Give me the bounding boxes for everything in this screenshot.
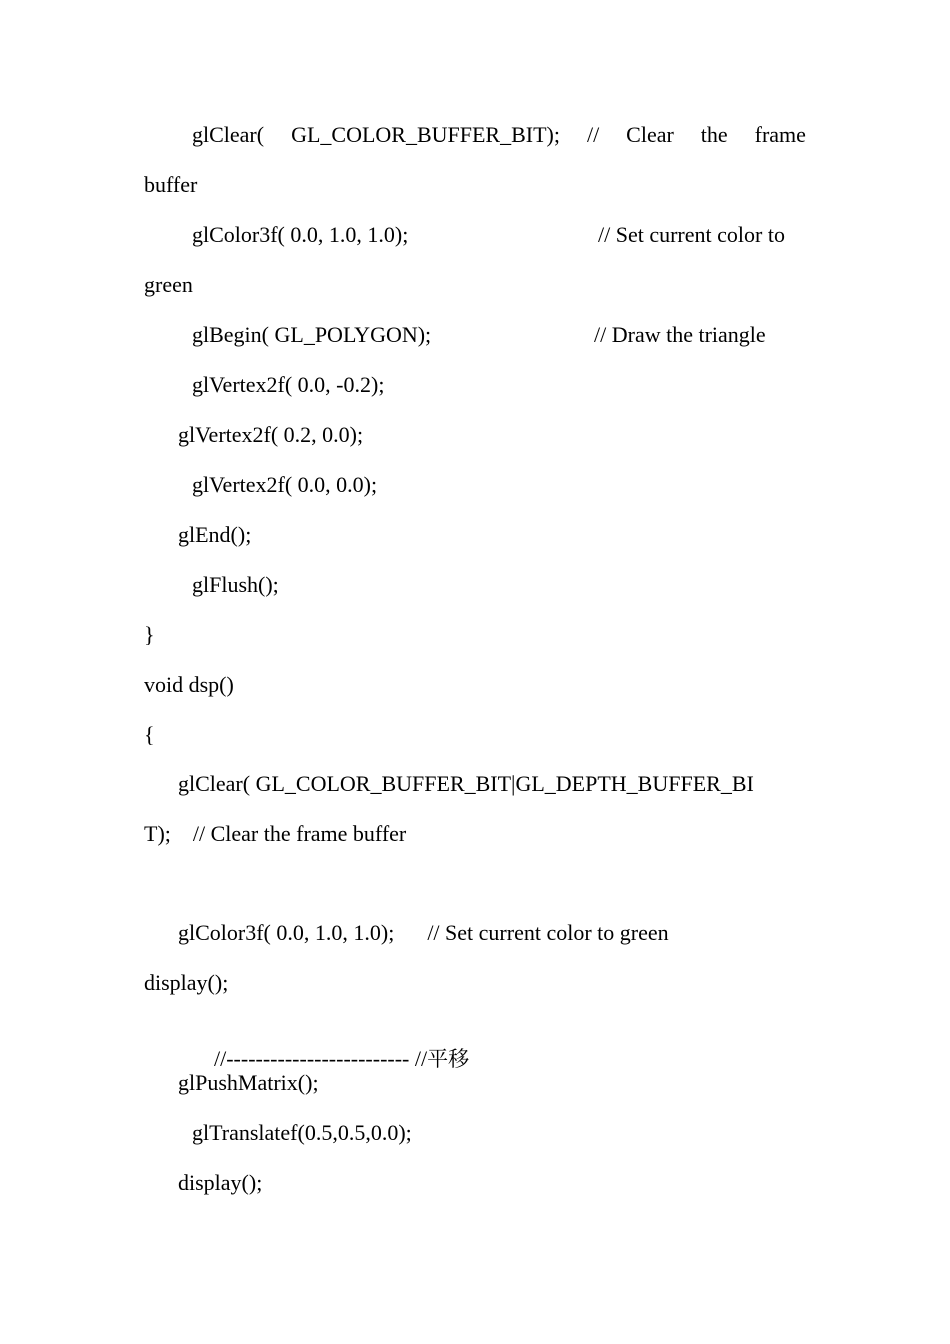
comment-token: Clear — [626, 122, 674, 147]
code-line-pushmatrix: glPushMatrix(); — [178, 1070, 319, 1095]
code-line-glclear: glClear( GL_COLOR_BUFFER_BIT|GL_DEPTH_BUFFER_BI — [178, 771, 754, 796]
code-line-glcolor: glColor3f( 0.0, 1.0, 1.0); // Set current color to green — [178, 920, 669, 945]
comment-token: // — [586, 122, 600, 147]
code-line-brace: } — [144, 622, 155, 647]
code-line-wrap: green — [144, 272, 193, 297]
code-line-function: void dsp() — [144, 672, 234, 697]
comment-dashes: //------------------------- // — [214, 1046, 428, 1071]
code-token: GL_COLOR_BUFFER_BIT); — [291, 122, 560, 147]
code-line-wrap: T); // Clear the frame buffer — [144, 821, 407, 846]
code-line-vertex: glVertex2f( 0.0, 0.0); — [192, 472, 378, 497]
code-line-wrap: buffer — [144, 172, 198, 197]
code-line-vertex: glVertex2f( 0.2, 0.0); — [178, 422, 364, 447]
code-line-translate: glTranslatef(0.5,0.5,0.0); — [192, 1120, 412, 1145]
code-line-brace: { — [144, 722, 155, 747]
comment-token: the — [700, 122, 728, 147]
comment-token: frame — [754, 122, 806, 147]
code-line-glbegin: glBegin( GL_POLYGON); — [192, 322, 432, 347]
code-line-glend: glEnd(); — [178, 522, 252, 547]
code-line-display: display(); — [178, 1170, 263, 1195]
code-comment: // Draw the triangle — [594, 322, 766, 347]
code-line-display: display(); — [144, 970, 229, 995]
comment-chinese: 平移 — [427, 1047, 470, 1071]
code-line-glflush: glFlush(); — [192, 572, 279, 597]
code-token: glClear( — [192, 122, 265, 147]
code-line-glcolor: glColor3f( 0.0, 1.0, 1.0); — [192, 222, 409, 247]
code-line-glclear — [192, 122, 806, 148]
code-comment: // Set current color to — [598, 222, 785, 247]
code-line-vertex: glVertex2f( 0.0, -0.2); — [192, 372, 385, 397]
